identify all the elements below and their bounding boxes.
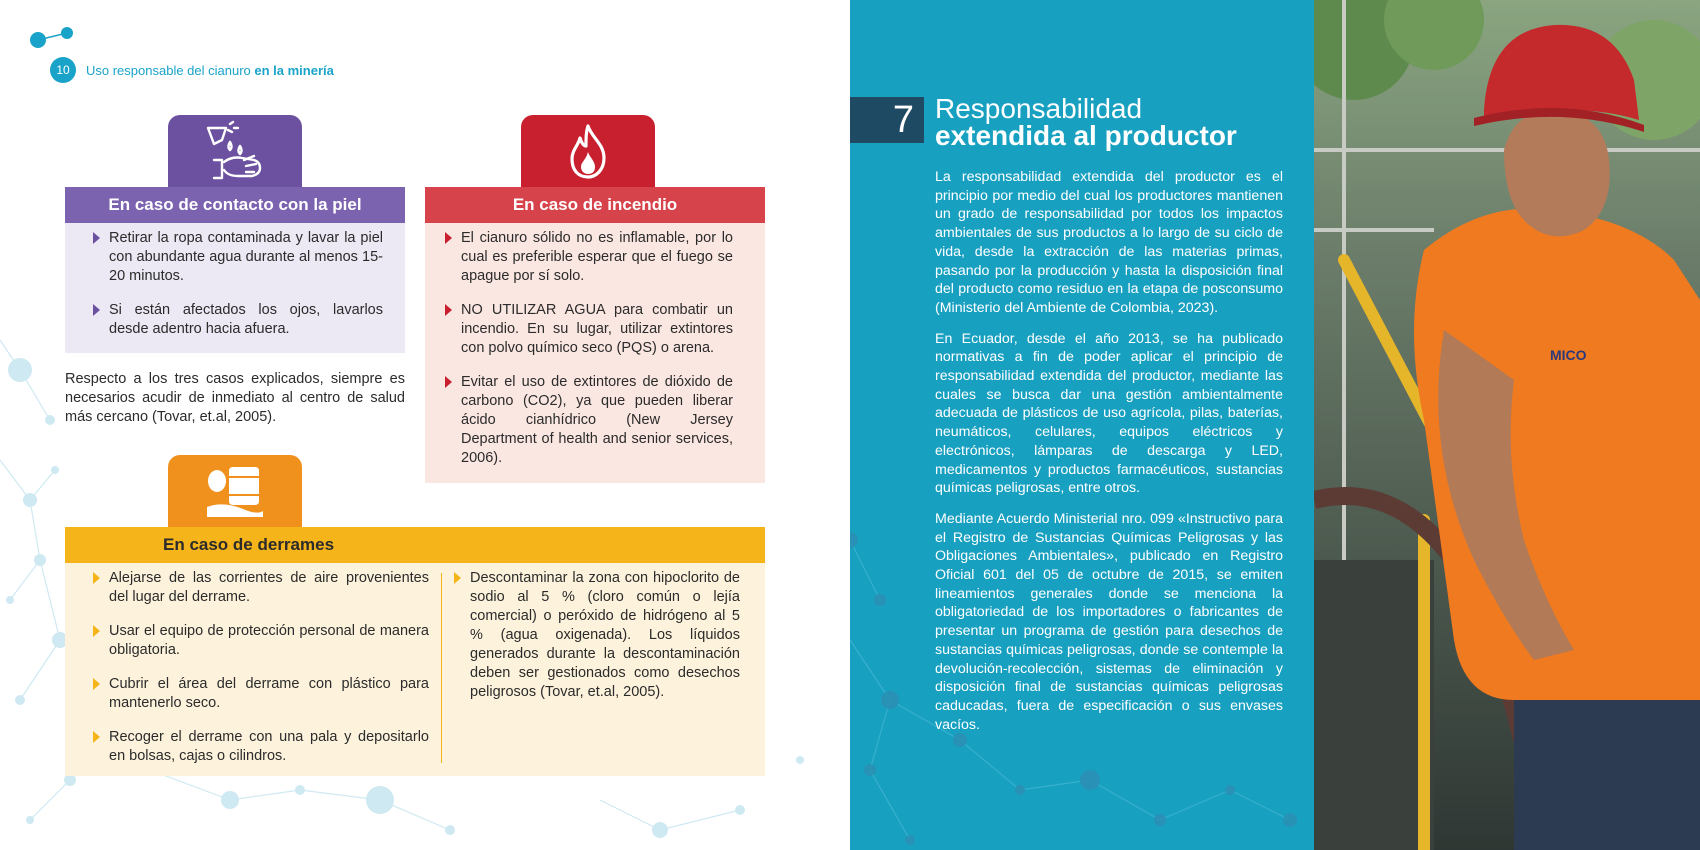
running-title-bold: en la minería [254,62,334,78]
list-item: Alejarse de las corrientes de aire provenientes del lugar del derrame. [89,569,429,607]
spill-list-right [450,569,740,781]
worker-photo [1314,0,1700,850]
list-item: Si están afectados los ojos, lavarlos desde adentro hacia afuera. [89,301,383,339]
worker-illustration [1314,0,1700,850]
chapter-number: 7 [850,97,924,143]
fire-instructions [425,223,765,483]
spill-list-left [89,569,441,781]
spill-tab [168,455,302,527]
running-title [86,63,334,78]
chapter-title-line2: extendida al productor [935,120,1237,151]
skin-section-title: En caso de contacto con la piel [65,187,405,223]
list-item: NO UTILIZAR AGUA para combatir un incendio. En su lugar, utilizar extintores con polvo químico seco (PQS) o arena. [441,301,733,358]
skin-tab [168,115,302,187]
running-title-regular: Uso responsable del cianuro [86,62,255,78]
paragraph: La responsabilidad extendida del productor es el principio por medio del cual los productores mantienen un grado de responsabilidad por todos los impactos ambientales de sus productos a lo largo de su ciclo de vida, desde la extracción de las materias primas, pasando por la producción y hasta la disposición final del producto como residuo en la etapa de posconsumo (Ministerio del Ambiente de Colombia, 2023). [935,169,1283,316]
list-item: El cianuro sólido no es inflamable, por lo cual es preferible esperar que el fuego se apague por sí solo. [441,229,733,286]
chapter-body [935,168,1283,746]
list-item: Evitar el uso de extintores de dióxido de carbono (CO2), ya que pueden liberar ácido cianhídrico (New Jersey Department of health and senior services, 2006). [441,373,733,468]
shirt-logo-text: MICO [1550,347,1587,363]
page-header [50,57,334,83]
paragraph: En Ecuador, desde el año 2013, se ha publicado normativas a fin de poder aplicar el principio de responsabilidad extendida del productor, mediante las cuales se busca dar una gestión ambientalmente adecuada de plásticos de uso agrícola, pilas, baterías, neumáticos, celulares, equipos eléctricos y electrónicos, lámparas de descarga y LED, medicamentos y productos farmacéuticos, sustancias químicas peligrosas, entre otros. [935,330,1283,497]
spilled-barrel-icon [203,461,267,521]
hand-chemical-icon [200,120,270,182]
spill-instructions [65,563,765,776]
list-item: Cubrir el área del derrame con plástico para mantenerlo seco. [89,675,429,713]
list-item: Descontaminar la zona con hipoclorito de sodio al 5 % (cloro común o lejía comercial) o peróxido de hidrógeno al 5 % (agua oxigenada). Los líquidos generados durante la descontaminación deben ser gestionados como desechos peligrosos (Tovar, et.al, 2005). [450,569,740,702]
list-item: Usar el equipo de protección personal de manera obligatoria. [89,622,429,660]
list-item: Recoger el derrame con una pala y depositarlo en bolsas, cajas o cilindros. [89,728,429,766]
chapter-panel [850,0,1314,850]
fire-tab [521,115,655,187]
page-number: 10 [50,57,76,83]
skin-instructions [65,223,405,353]
column-divider [441,573,442,763]
chapter-title-line1: Responsabilidad [935,93,1143,124]
spill-section-title: En caso de derrames [65,527,765,563]
flame-icon [564,122,612,180]
general-recommendation: Respecto a los tres casos explicados, siempre es necesarios acudir de inmediato al centro de salud más cercano (Tovar, et.al, 2005). [65,371,405,425]
paragraph: Mediante Acuerdo Ministerial nro. 099 «Instructivo para el Registro de Sustancias Químicas Peligrosas y las Obligaciones Ambientales», publicado en Registro Oficial 601 del 05 de octubre de 2015, se emiten lineamientos generales donde se menciona la obligatoriedad de los importadores o fabricantes de presentar un programa de gestión para desechos de sustancias químicas peligrosas, donde se contemple la devolución-recolección, sistemas de eliminación y disposición final de sustancias químicas peligrosas caducadas, fuera de especificación o sus envases vacíos. [935,510,1283,733]
right-page [850,0,1700,850]
list-item: Retirar la ropa contaminada y lavar la piel con abundante agua durante al menos 15-20 minutos. [89,229,383,286]
fire-section-title: En caso de incendio [425,187,765,223]
